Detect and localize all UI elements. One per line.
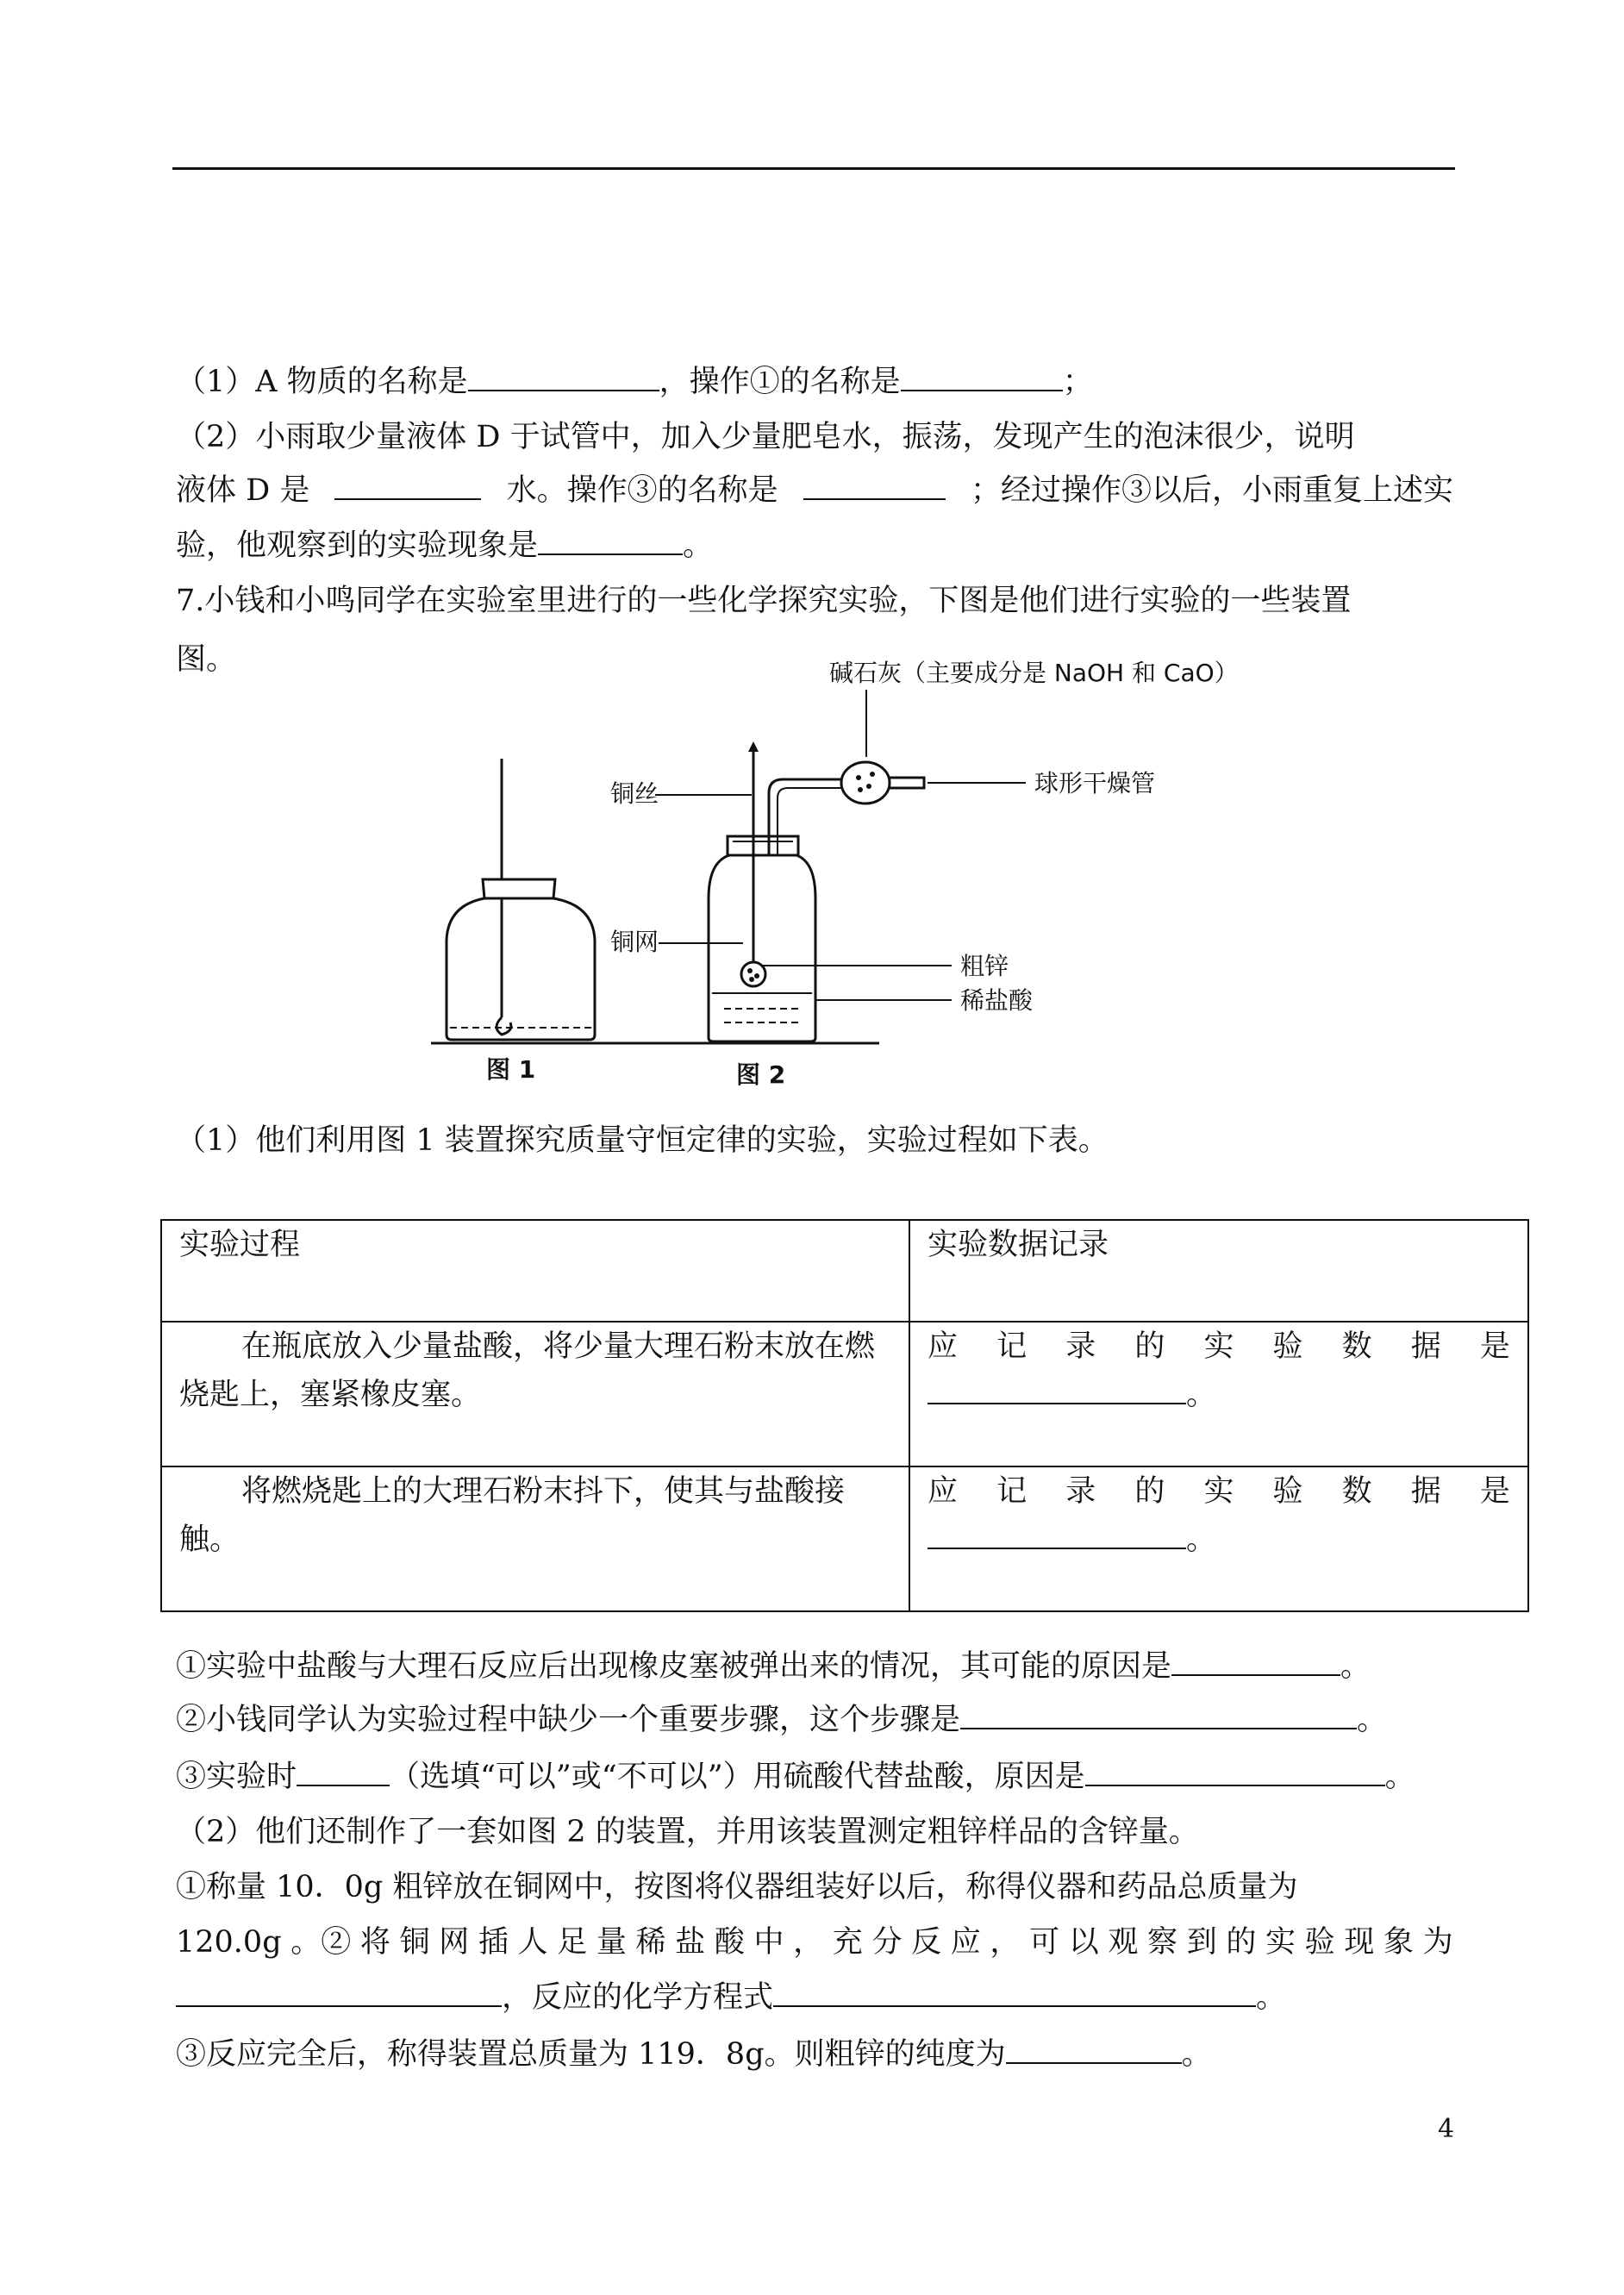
caption-figure-2: 图 2 xyxy=(736,1060,786,1089)
q7-part2-intro: （2）他们还制作了一套如图 2 的装置，并用该装置测定粗锌样品的含锌量。 xyxy=(176,1815,1199,1849)
q6-part1-line: （1）A 物质的名称是 ，操作①的名称是 ； xyxy=(176,365,1093,399)
q7-s1: ①实验中盐酸与大理石反应后出现橡皮塞被弹出来的情况，其可能的原因是 。 xyxy=(176,1649,1371,1684)
copper-wire-top xyxy=(748,741,759,752)
rubber-stopper xyxy=(483,879,555,898)
row1-record: 应 记 录 的 实 验 数 据 是 。 xyxy=(909,1322,1528,1466)
q6-part2-line1: （2）小雨取少量液体 D 于试管中，加入少量肥皂水，振荡，发现产生的泡沫很少，说明 xyxy=(176,420,1355,454)
table-header-row xyxy=(161,1220,1528,1322)
q7-intro-line1: 7.小钱和小鸣同学在实验室里进行的一些化学探究实验，下图是他们进行实验的一些装置 xyxy=(176,584,1352,618)
q7-intro-line2: 图。 xyxy=(176,642,237,677)
table-row xyxy=(161,1322,1528,1466)
figure1-jar xyxy=(447,759,595,1040)
answer-blank[interactable] xyxy=(928,1518,1186,1549)
label-copper-mesh: 铜网 xyxy=(610,928,659,956)
answer-blank[interactable] xyxy=(960,1702,1357,1729)
caption-figure-1: 图 1 xyxy=(486,1055,536,1084)
q7-part1-intro: （1）他们利用图 1 装置探究质量守恒定律的实验，实验过程如下表。 xyxy=(176,1123,1109,1158)
combustion-spoon-cup xyxy=(497,1017,511,1035)
record-prompt: 应 记 录 的 实 验 数 据 是 xyxy=(928,1474,1510,1509)
answer-blank[interactable] xyxy=(928,1373,1186,1404)
header-record: 实验数据记录 xyxy=(909,1220,1528,1322)
label-copper-wire: 铜丝 xyxy=(610,779,659,808)
row2-process: 将燃烧匙上的大理石粉末抖下，使其与盐酸接触。 xyxy=(161,1466,909,1611)
label-soda-lime: 碱石灰（主要成分是 NaOH 和 CaO） xyxy=(829,659,1239,687)
q7-part2-line3: ，反应的化学方程式 。 xyxy=(176,1979,1286,2016)
label-drying-tube: 球形干燥管 xyxy=(1034,769,1156,797)
answer-blank[interactable] xyxy=(297,1759,390,1786)
copper-mesh xyxy=(741,962,765,986)
row1-process: 在瓶底放入少量盐酸，将少量大理石粉末放在燃烧匙上，塞紧橡皮塞。 xyxy=(161,1322,909,1466)
q6-part2-line3: 验，他观察到的实验现象是 。 xyxy=(176,528,714,563)
answer-blank[interactable] xyxy=(773,1979,1256,2007)
answer-blank[interactable] xyxy=(901,364,1063,391)
jar2-body xyxy=(709,855,815,1041)
label-dilute-hcl: 稀盐酸 xyxy=(960,986,1034,1015)
answer-blank[interactable] xyxy=(1085,1759,1385,1786)
q6-part2-line2: 液体 D 是 水。操作③的名称是 ；经过操作③以后，小雨重复上述实 xyxy=(176,473,1453,508)
jar2-stopper xyxy=(728,836,798,855)
label-crude-zinc: 粗锌 xyxy=(960,952,1009,980)
header-rule xyxy=(172,167,1455,170)
apparatus-figure xyxy=(431,655,1239,1095)
row2-record: 应 记 录 的 实 验 数 据 是 。 xyxy=(909,1466,1528,1611)
answer-blank[interactable] xyxy=(1006,2036,1182,2064)
page-number: 4 xyxy=(1438,2114,1455,2144)
q7-s3: ③实验时 （选填“可以”或“不可以”）用硫酸代替盐酸，原因是 。 xyxy=(176,1760,1415,1794)
answer-blank[interactable] xyxy=(538,528,683,555)
jar1-body xyxy=(447,898,595,1040)
header-process: 实验过程 xyxy=(161,1220,909,1322)
experiment-table xyxy=(160,1219,1529,1612)
drying-tube-bulb xyxy=(841,762,890,804)
q7-part2-line1: ①称量 10．0g 粗锌放在铜网中，按图将仪器组装好以后，称得仪器和药品总质量为 xyxy=(176,1870,1298,1904)
answer-blank[interactable] xyxy=(334,472,481,500)
drying-tube-outlet xyxy=(890,778,924,788)
answer-blank[interactable] xyxy=(803,472,946,500)
q7-part2-line2: 120.0g 。② 将 铜 网 插 人 足 量 稀 盐 酸 中 ， 充 分 反 应 ， 可 以 观 察 到 的 实 验 现 象 为 xyxy=(176,1925,1453,1960)
answer-blank[interactable] xyxy=(1171,1648,1340,1676)
apparatus-diagram xyxy=(431,655,1239,1095)
figure2-jar xyxy=(709,741,924,1041)
answer-blank[interactable] xyxy=(176,1979,502,2007)
table-row xyxy=(161,1466,1528,1611)
answer-blank[interactable] xyxy=(468,364,659,391)
q7-s2: ②小钱同学认为实验过程中缺少一个重要步骤，这个步骤是 。 xyxy=(176,1703,1388,1737)
q7-part2-line4: ③反应完全后，称得装置总质量为 119．8g。则粗锌的纯度为 。 xyxy=(176,2037,1212,2072)
record-prompt: 应 记 录 的 实 验 数 据 是 xyxy=(928,1329,1510,1364)
